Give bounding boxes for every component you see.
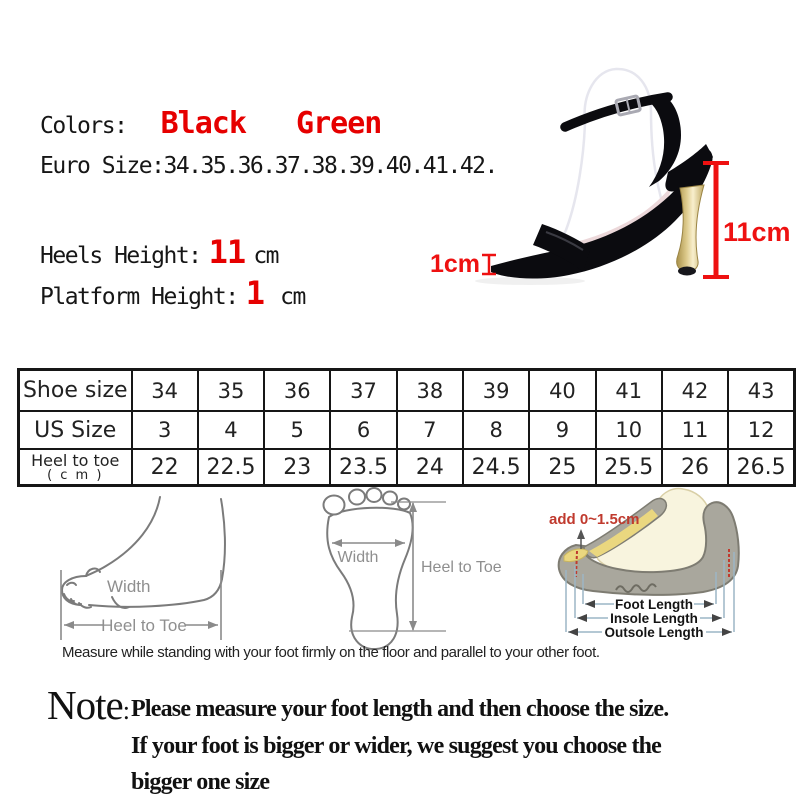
note-text (131, 691, 761, 800)
foot-length-label: Foot Length (615, 597, 693, 612)
measure-caption: Measure while standing with your foot firmly on the floor and parallel to your other foot. (62, 644, 600, 661)
size-cell: 4 (198, 411, 264, 449)
size-cell: 26 (662, 449, 728, 486)
size-cell: 38 (397, 370, 463, 412)
row-label (19, 449, 132, 486)
table-row-shoe-size (19, 370, 795, 412)
heel-to-toe-label: Heel to Toe (421, 559, 502, 576)
note-word: Note (47, 682, 123, 728)
heel-height-annotation: 11cm (723, 217, 791, 247)
size-cell: 25.5 (596, 449, 662, 486)
allowance-label: add 0~1.5cm (549, 511, 640, 528)
note-line-2: If your foot is bigger or wider, we suggest you choose the (131, 732, 662, 759)
width-label: Width (337, 549, 379, 566)
size-cell: 24 (397, 449, 463, 486)
table-row-us-size (19, 411, 795, 449)
note-line-3: bigger one size (131, 769, 270, 795)
heels-height-line (40, 233, 278, 271)
note-colon: : (122, 696, 129, 725)
size-cell: 42 (662, 370, 728, 412)
size-cell: 23 (264, 449, 330, 486)
size-cell: 40 (529, 370, 595, 412)
size-cell: 10 (596, 411, 662, 449)
size-table (17, 368, 796, 487)
size-cell: 24.5 (463, 449, 529, 486)
platform-height-annotation: 1cm (430, 250, 481, 278)
euro-size-label: Euro Size: (40, 153, 164, 179)
euro-size-value: 34.35.36.37.38.39.40.41.42. (163, 153, 497, 179)
size-cell: 11 (662, 411, 728, 449)
row-label: US Size (19, 411, 132, 449)
arrow-down-icon (409, 621, 417, 631)
size-cell: 5 (264, 411, 330, 449)
note-title (47, 681, 129, 729)
size-cell: 7 (397, 411, 463, 449)
insole-length-label: Insole Length (610, 611, 698, 626)
arrow-up-icon (577, 529, 585, 539)
size-cell: 43 (728, 370, 794, 412)
shoe-lengths-diagram (546, 486, 800, 650)
size-cell: 8 (463, 411, 529, 449)
heels-height-value: 11 (208, 233, 246, 271)
size-cell: 34 (132, 370, 198, 412)
platform-height-value: 1 (245, 274, 264, 312)
size-cell: 22 (132, 449, 198, 486)
size-cell: 9 (529, 411, 595, 449)
note-line-1: Please measure your foot length and then choose the size. (131, 696, 669, 722)
size-cell: 39 (463, 370, 529, 412)
row-label-line1: Heel to toe (31, 450, 120, 470)
size-cell: 36 (264, 370, 330, 412)
size-cell: 6 (330, 411, 396, 449)
colors-label: Colors: (40, 113, 127, 139)
table-row-heel-to-toe (19, 449, 795, 486)
size-cell: 3 (132, 411, 198, 449)
platform-height-line (40, 274, 305, 312)
size-cell: 41 (596, 370, 662, 412)
heel-tip (678, 267, 696, 276)
size-cell: 22.5 (198, 449, 264, 486)
arrow-right-icon (208, 621, 218, 629)
width-label: Width (107, 577, 151, 596)
color-value-green: Green (296, 106, 382, 141)
outsole-length-label: Outsole Length (604, 625, 704, 640)
product-photo (420, 55, 800, 305)
size-cell: 26.5 (728, 449, 794, 486)
sole-foot-diagram (313, 486, 505, 650)
heel-to-toe-label: Heel to Toe (101, 616, 187, 635)
size-cell: 37 (330, 370, 396, 412)
platform-height-label: Platform Height: (40, 284, 238, 310)
size-cell: 23.5 (330, 449, 396, 486)
colors-line (40, 106, 381, 141)
size-cell: 25 (529, 449, 595, 486)
size-cell: 12 (728, 411, 794, 449)
heels-height-label: Heels Height: (40, 243, 201, 269)
arrow-left-icon (64, 621, 74, 629)
row-label-line2: ( c m ) (47, 467, 104, 483)
side-foot-diagram (28, 486, 240, 650)
row-label: Shoe size (19, 370, 132, 412)
color-value-black: Black (160, 106, 246, 141)
size-cell: 35 (198, 370, 264, 412)
heels-height-unit: cm (253, 243, 279, 269)
platform-height-unit: cm (280, 284, 305, 310)
